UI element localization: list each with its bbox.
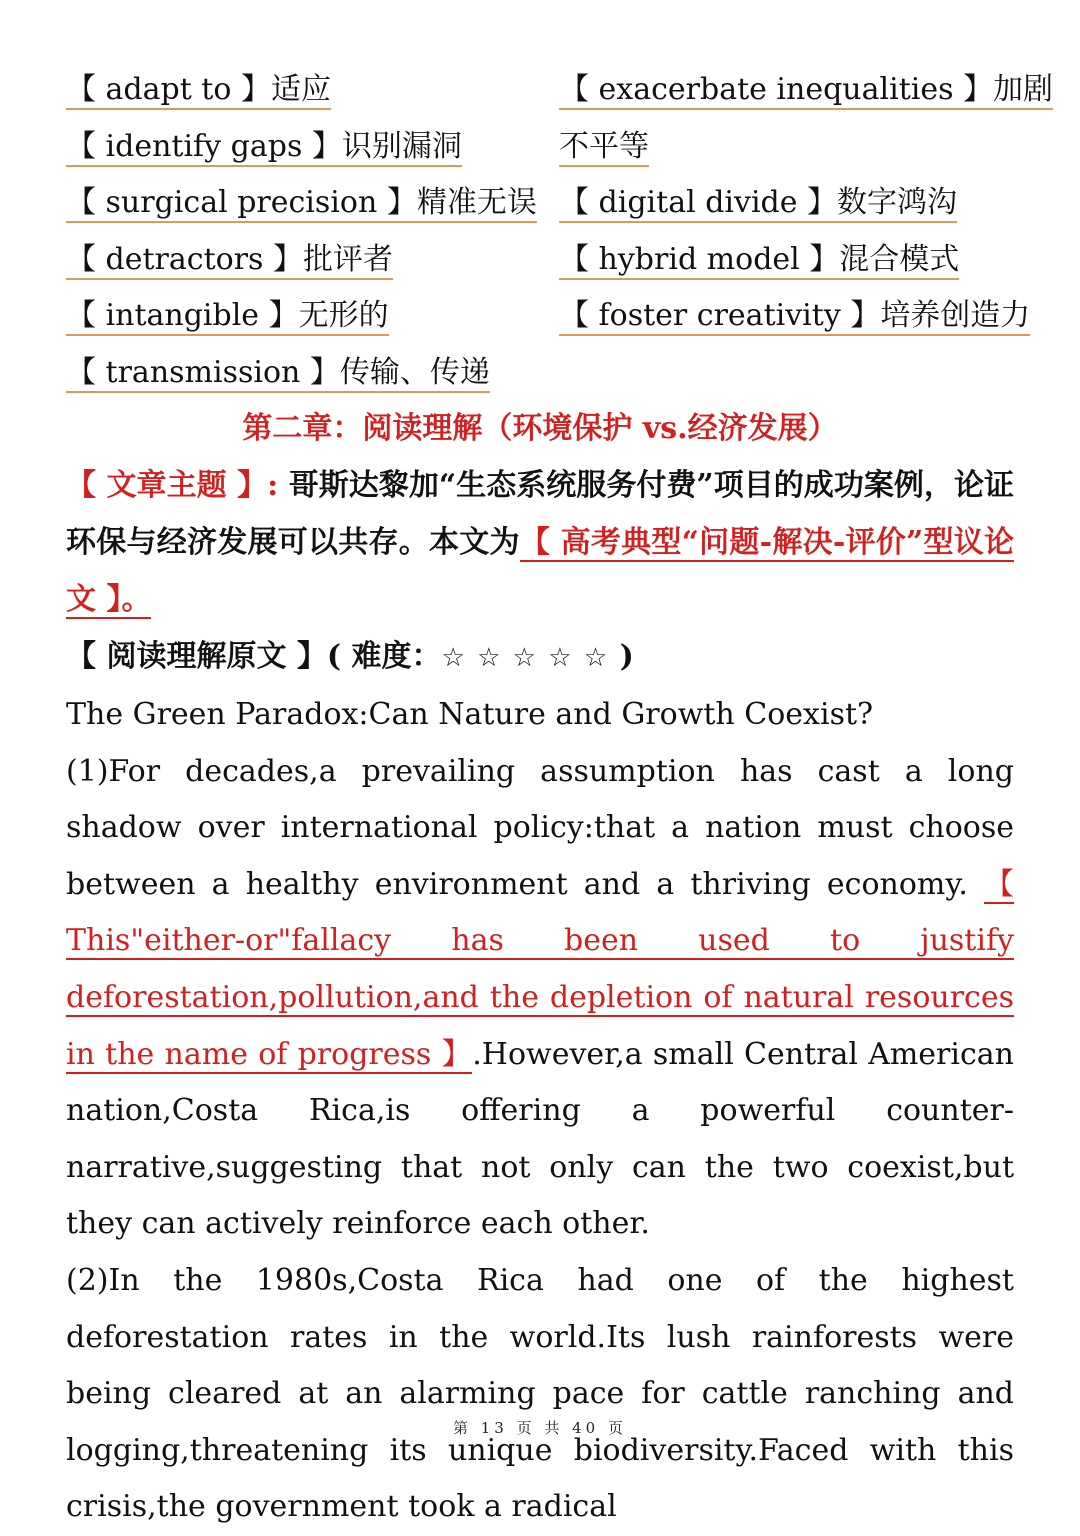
vocab-item bbox=[66, 175, 559, 232]
highlighted-sentence: 【 This"either-or"fallacy has been used to justify deforestation,pollution,and the depletion of natural resources in the name of progress 】 bbox=[66, 866, 1014, 1072]
vocab-term: 【 adapt to 】 bbox=[66, 72, 271, 107]
vocab-term: 【 detractors 】 bbox=[66, 241, 303, 277]
vocab-term: 【 foster creativity 】 bbox=[559, 298, 881, 333]
difficulty-line bbox=[66, 628, 1014, 687]
document-page bbox=[66, 62, 1054, 1536]
vocabulary-column-right bbox=[559, 62, 1054, 401]
vocab-meaning: 传输、传递 bbox=[339, 354, 490, 390]
vocab-term: 【 digital divide 】 bbox=[559, 185, 838, 220]
vocab-term: 【 identify gaps 】 bbox=[66, 128, 342, 164]
vocab-item bbox=[66, 345, 559, 402]
vocab-term: 【 intangible 】 bbox=[66, 298, 299, 333]
paragraph-text: (1)For decades,a prevailing assumption has cast a long shadow over international policy:that a nation must choose between a healthy environment and a thriving economy. bbox=[66, 753, 1014, 902]
vocab-item bbox=[559, 175, 1014, 232]
vocab-meaning: 适应 bbox=[270, 72, 331, 107]
vocabulary-list bbox=[66, 62, 1054, 401]
vocab-item bbox=[559, 232, 1014, 289]
difficulty-close: ) bbox=[609, 639, 634, 674]
difficulty-label: 【 阅读理解原文 】( 难度： bbox=[66, 639, 442, 674]
difficulty-stars-icon: ☆ ☆ ☆ ☆ ☆ bbox=[441, 643, 610, 673]
vocab-item bbox=[559, 288, 1031, 345]
vocab-item bbox=[66, 119, 559, 176]
vocab-meaning: 培养创造力 bbox=[880, 298, 1031, 333]
article-title: The Green Paradox:Can Nature and Growth Coexist? bbox=[66, 697, 874, 732]
vocab-item bbox=[66, 62, 559, 119]
vocab-meaning: 识别漏洞 bbox=[341, 128, 462, 164]
vocab-meaning: 精准无误 bbox=[416, 185, 537, 220]
vocab-item bbox=[66, 232, 559, 289]
vocab-term: 【 exacerbate inequalities 】 bbox=[559, 72, 994, 107]
vocabulary-column-left bbox=[66, 62, 559, 401]
article-paragraph-1 bbox=[66, 744, 1014, 1253]
vocab-meaning: 无形的 bbox=[298, 298, 389, 333]
chapter-title: 第二章：阅读理解（环境保护 vs.经济发展） bbox=[242, 411, 838, 446]
vocab-item bbox=[66, 288, 559, 345]
theme-text: 哥斯达黎加“生态系统服务付费”项目的成功案例，论证环保与经济发展可以共存。本文为 bbox=[66, 468, 1014, 560]
vocab-item-continuation bbox=[559, 119, 1014, 176]
vocab-item bbox=[559, 62, 1054, 119]
vocab-meaning: 数字鸿沟 bbox=[837, 185, 958, 220]
theme-highlight: 【 高考典型“问题-解决-评价”型议论文 】。 bbox=[66, 525, 1015, 617]
vocab-term: 【 hybrid model 】 bbox=[559, 241, 840, 277]
article-paragraph-2: (2)In the 1980s,Costa Rica had one of the highest deforestation rates in the world.Its lush rainforests were being cleared at an alarming pace for cattle ranching and logging,threatening its unique biodiversity.Faced with this crisis,the government took a radical bbox=[66, 1262, 1014, 1525]
paragraph-text: .However,a small Central American nation,Costa Rica,is offering a powerful counter-narrative,suggesting that not only can the two coexist,but they can actively reinforce each other. bbox=[66, 1036, 1015, 1242]
vocab-meaning: 加剧 bbox=[993, 72, 1054, 107]
article-theme bbox=[66, 457, 1014, 628]
page-footer: 第 13 页 共 40 页 bbox=[452, 1419, 627, 1437]
vocab-term: 【 transmission 】 bbox=[66, 354, 340, 390]
vocab-term: 【 surgical precision 】 bbox=[66, 185, 417, 220]
vocab-meaning: 混合模式 bbox=[839, 241, 960, 277]
vocab-meaning-continued: 不平等 bbox=[559, 129, 649, 167]
theme-label: 【 文章主题 】: bbox=[66, 468, 279, 503]
vocab-meaning: 批评者 bbox=[302, 241, 393, 277]
